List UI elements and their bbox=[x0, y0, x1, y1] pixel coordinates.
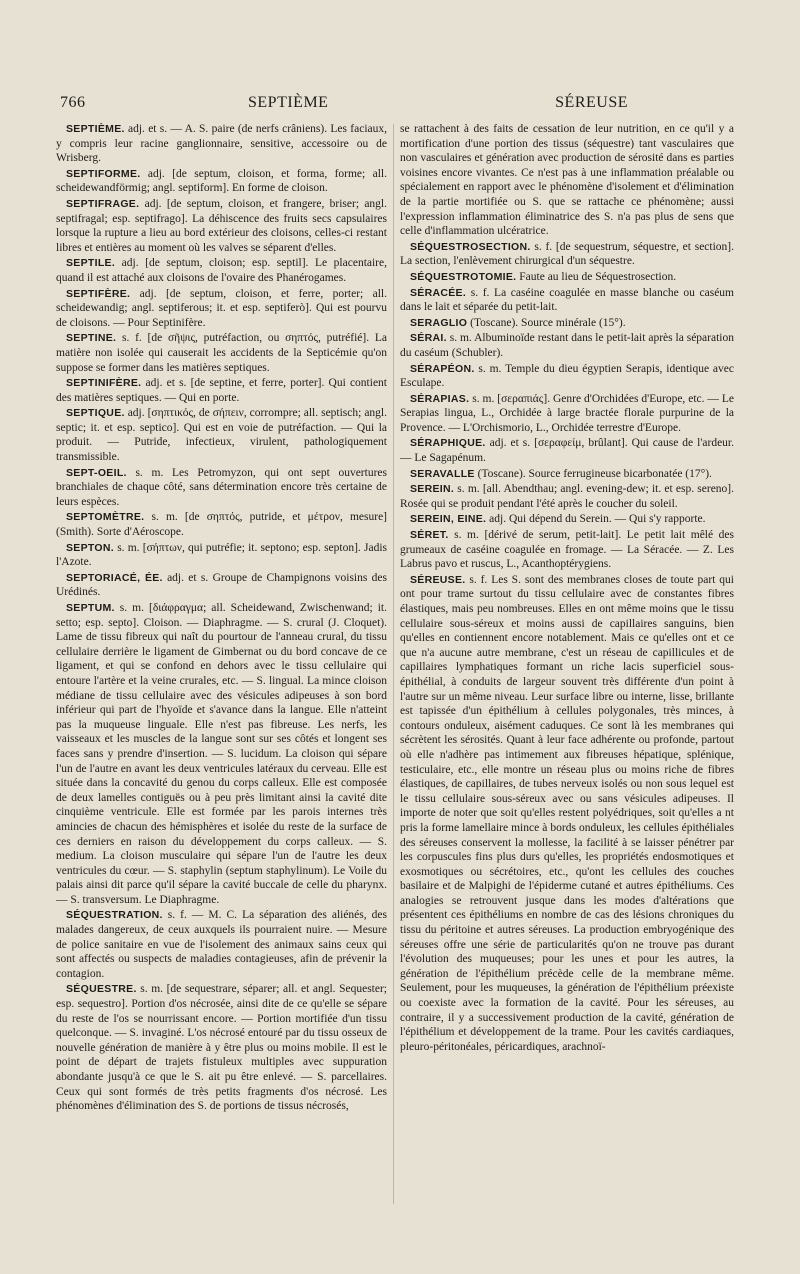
entry-headword: SEPTIFÈRE. bbox=[66, 287, 131, 300]
dictionary-entry bbox=[400, 467, 734, 482]
entry-headword: SÉQUESTRE. bbox=[66, 983, 137, 996]
dictionary-entry bbox=[56, 287, 387, 331]
entry-headword: SEPTINIFÈRE. bbox=[66, 377, 142, 390]
entry-headword: SÉRAI. bbox=[410, 332, 447, 345]
entry-headword: SEREIN. bbox=[410, 483, 455, 496]
entry-definition: s. m. [σεραπιάς]. Genre d'Orchidées d'Europe, etc. — Le Serapias lingua, L., Orchidée à large bractée florale purpurine de la Provence. — L'Orchismorio, L., Orchidée terrestre d'Europe. bbox=[400, 392, 734, 434]
entry-headword: SEPTIÈME. bbox=[66, 123, 125, 135]
entry-headword: SEPTON. bbox=[66, 541, 115, 554]
dictionary-entry bbox=[400, 528, 734, 572]
entry-definition: adj. et s. [de septine, et ferre, porter]. Qui contient des matières septiques. — Qui en porte. bbox=[56, 377, 387, 404]
dictionary-entry bbox=[56, 376, 387, 405]
right-running-head: SÉREUSE bbox=[555, 94, 628, 111]
entry-definition: s. f. La caséine coagulée en masse blanche ou caséum dans le lait et séparée du petit-lait. bbox=[400, 286, 734, 314]
dictionary-entry bbox=[56, 466, 387, 510]
entry-definition: s. m. [σήπτων, qui putréfie; it. septono; esp. septon]. Jadis l'Azote. bbox=[56, 541, 387, 569]
entry-headword: SEREIN, EINE. bbox=[410, 513, 487, 526]
page-number: 766 bbox=[60, 94, 86, 111]
entry-definition: s. m. [διάφραγμα; all. Scheidewand, Zwischenwand; it. setto; esp. septo]. Cloison. — Diaphragme. — S. crural (J. Cloquet). Lame de tissu fibreux qui naît du pourtour de l'anneau crural, du tissu cellulaire derrière le ligament de Gimbernat ou du bord concave de ce ligament, et qui se confond en dehors avec le tissu cellulaire qui entoure l'artère et la veine crurales, etc. — S. lingual. La mince cloison médiane de tissu cellulaire avec des vésicules adipeuses à son bord inférieur qui part de l'hyoïde et s'avance dans la langue. Elle n'atteint pas la muqueuse linguale. Elle n'est pas fibreuse. Les nerfs, les vaisseaux et les muscles de la langue sont sur ses côtés et longent ses faces sans y prendre d'insertion. — S. lucidum. La cloison qui sépare l'un de l'autre en avant les deux ventricules latéraux du cerveau. Elle est située dans la concavité du genou du corps calleux. Elle est composée de deux lamelles contiguës ou à peu près limitant ainsi la cavité dite cinquième ventricule. Elle est formée par les parois internes très amincies de chacun des hémisphères et isolée du reste de la surface de ces derniers en raison du développement du corps calleux. — S. medium. La cloison musculaire qui sépare l'un de l'autre les deux ventricules du cœur. — S. staphylin (septum staphylinum). Le Voile du palais ainsi dit parce qu'il sépare la cavité buccale de celle du pharynx. — S. transversum. Le Diaphragme. bbox=[56, 602, 387, 906]
entry-definition: s. m. Les Petromyzon, qui ont sept ouvertures branchiales de chaque côté, sans détermination encore très certaine de leurs espèces. bbox=[56, 466, 387, 508]
entry-headword: SEPTIFRAGE. bbox=[66, 197, 140, 210]
entry-headword: SÉRACÉE. bbox=[410, 286, 467, 299]
entry-definition: adj. [de septum, cloison, et ferre, porter; all. scheidewandig; angl. septiferous; it. et esp. septiferò]. Qui est pourvu de cloisons. — Pour Septinifère. bbox=[56, 287, 387, 329]
entry-definition: s. m. Albuminoïde restant dans le petit-lait après la séparation du caséum (Schubler). bbox=[400, 332, 734, 359]
entry-headword: SÉRAPÉON. bbox=[410, 362, 475, 375]
dictionary-entry bbox=[56, 197, 387, 255]
entry-headword: SEPTUM. bbox=[66, 602, 115, 614]
dictionary-entry bbox=[400, 436, 734, 465]
entry-headword: SEPTOMÈTRE. bbox=[66, 511, 145, 524]
dictionary-entry bbox=[56, 541, 387, 570]
dictionary-entry bbox=[400, 392, 734, 436]
entry-definition: s. m. [dérivé de serum, petit-lait]. Le petit lait mêlé des grumeaux de caséine coagulée en fromage. — La Séracée. — Z. Les Labrus pavo et ruscus, L., Acanthoptérygiens. bbox=[400, 529, 734, 571]
dictionary-entry bbox=[56, 601, 387, 907]
dictionary-entry bbox=[56, 510, 387, 539]
left-column bbox=[56, 122, 387, 1212]
entry-headword: SEPTIFORME. bbox=[66, 167, 141, 180]
entry-definition: adj. Qui dépend du Serein. — Qui s'y rapporte. bbox=[486, 513, 706, 526]
entry-definition: adj. [de septum, cloison, et forma, forme; all. scheidewandförmig; angl. septiform]. En forme de cloison. bbox=[56, 167, 387, 195]
dictionary-entry bbox=[56, 908, 387, 981]
dictionary-entry bbox=[400, 512, 734, 527]
entry-headword: SÉRAPHIQUE. bbox=[410, 437, 486, 450]
dictionary-entry bbox=[56, 982, 387, 1113]
entry-definition: s. m. [all. Abendthau; angl. evening-dew; it. et esp. sereno]. Rosée qui se produit pendant l'été après le coucher du soleil. bbox=[400, 483, 734, 510]
entry-definition: s. m. Temple du dieu égyptien Serapis, identique avec Esculape. bbox=[400, 362, 734, 390]
dictionary-entry bbox=[400, 331, 734, 360]
entry-headword: SERAVALLE bbox=[410, 467, 475, 480]
dictionary-entry bbox=[56, 122, 387, 166]
dictionary-entry bbox=[56, 331, 387, 375]
entry-headword: SÉQUESTROTOMIE. bbox=[410, 270, 517, 283]
dictionary-entry bbox=[400, 482, 734, 511]
column-divider bbox=[393, 124, 394, 1204]
left-running-head: SEPTIÈME bbox=[248, 94, 329, 111]
entry-headword: SEPT-OEIL. bbox=[66, 466, 127, 479]
entry-definition: adj. [σηπτικός, de σήπειν, corrompre; all. septisch; angl. septic; it. et esp. septico]. Qui est en voie de putréfaction. — Qui la produit. — Putride, infectieux, virulent, pathologiquement transmissible. bbox=[56, 407, 387, 464]
entry-headword: SEPTILE. bbox=[66, 257, 116, 270]
entry-definition: s. f. Les S. sont des membranes closes de toute part qui ont pour trame surtout du tissu cellulaire avec de constantes fibres élastiques, mais peu nombreuses. Elles en ont même moins que le tissu cellulaire sous-séreux et moins aussi de capillaires sanguins, bien qu'elles en contiennent encore notablement. Mais ce qu'elles ont et ce que n'a aucune autre membrane, c'est un réseau de capillicules et de capillaires lymphatiques formant un riche lacis superficiel sous-épithélial, à conduits de largeur souvent très différente d'un point à l'autre sur un même niveau. Leur surface libre ou interne, lisse, brillante est tapissée d'un épithélium à cellules polygonales, très minces, à contours onduleux, aisément caduques. Ce sont là les membranes qui sécrètent les sérosités. Quant à leur face adhérente ou profonde, partout où elle n'adhère pas intimement aux fibreuses hépatique, splénique, testiculaire, etc., elle montre un réseau plus ou moins riche de fibres élastiques, de capillaires, de tubes nerveux isolés ou non sous lequel est le tissu cellulaire sous-séreux avec ou sans vésicules adipeuses. Il importe de noter que soit qu'elles restent polyédriques, soit qu'elles a nt pris la forme lamellaire mince à bords onduleux, les cellules épithéliales des séreuses conservent la mollesse, la facilité à se laisser pénétrer par les corpuscules fins plus durs qu'elles, les propriétés endosmotiques et exosmotiques ou sécrétoires, etc., qu'ont les cellules des couches basilaire et de Malpighi de l'épiderme cutané et autres épithéliums. Ces analogies se retrouvent jusque dans les modes d'altérations que présentent ces épithéliums en nombre de cas des lésions chroniques du tissu du péritoine et autres séreuses. La production embryogénique des séreuses offre une série de particularités qu'on ne trouve pas durant l'évolution des muqueuses; pour les unes et pour les autres, la génération de l'épithélium précède celle de la membrane même. Seulement, pour les muqueuses, la génération de l'épithélium préexiste ou coexiste avec la formation de la cavité. Pour les séreuses, au contraire, il y a successivement production de la cavité, génération de l'épithélium et développement de la trame. Pour les cavités cardiaques, pleuro-péritonéales, péricardiques, arachnoï- bbox=[400, 573, 734, 1053]
dictionary-entry bbox=[56, 406, 387, 464]
dictionary-entry bbox=[400, 240, 734, 269]
entry-definition: se rattachent à des faits de cessation de leur nutrition, en ce qu'il y a mortification d'une portion des tissus (séquestre) tant vasculaires que non vasculaires et génération avec production de sérosité dans es parties voisines encore vivantes. Ce n'est pas à une inflammation préalable ou spécialement en rapport avec le phénomène d'isolement et d'élimination de la partie mortifiée ou S. que se rattache ce phénomène; aussi l'expression inflammation éliminatrice des S. n'a pas plus de sens que celle d'inflammation ulcératrice. bbox=[400, 123, 734, 238]
entry-definition: s. f. [de σῆψις, putréfaction, ou σηπτός, putréfié]. La matière non isolée qui causerait les accidents de la Septicémie qu'on suppose se former dans les matières septiques. bbox=[56, 332, 387, 374]
entry-definition: adj. et s. — A. S. paire (de nerfs crâniens). Les faciaux, y compris leur racine ganglionnaire, sensitive, accessoire ou de Wrisberg. bbox=[56, 123, 387, 165]
entry-headword: SEPTIQUE. bbox=[66, 407, 125, 420]
entry-definition: adj. [de septum, cloison; esp. septil]. Le placentaire, quand il est attaché aux cloisons de l'ovaire des Phanérogames. bbox=[56, 257, 387, 284]
entry-headword: SÉQUESTRATION. bbox=[66, 909, 163, 922]
entry-definition: s. m. [de sequestrare, séparer; all. et angl. Sequester; esp. sequestro]. Portion d'os nécrosée, ainsi dite de ce qu'elle se sépare du reste de l'os se nourrissant encore. — Portion mortifiée d'un tissu quelconque. — S. invaginé. L'os nécrosé entouré par du tissu osseux de nouvelle génération de manière à y être plus ou moins mobile. Il est le point de départ de trajets fistuleux multiples avec suppuration abondante jusqu'à ce que le S. ait pu être enlevé. — S. parcellaires. Ceux qui sont formés de très petits fragments d'os nécrosé. Les phénomènes d'élimination des S. de portions de tissus nécrosés, bbox=[56, 983, 387, 1113]
dictionary-entry bbox=[400, 286, 734, 315]
entry-definition: Faute au lieu de Séquestrosection. bbox=[516, 270, 677, 283]
entry-headword: SÉQUESTROSECTION. bbox=[410, 240, 531, 253]
entry-definition: (Toscane). Source minérale (15°). bbox=[467, 316, 626, 329]
dictionary-entry bbox=[56, 167, 387, 196]
entry-definition: s. m. [de σηπτός, putride, et μέτρον, mesure] (Smith). Sorte d'Aéroscope. bbox=[56, 511, 387, 539]
dictionary-entry bbox=[56, 571, 387, 600]
entry-headword: SERAGLIO bbox=[410, 316, 468, 329]
entry-definition: s. f. — M. C. La séparation des aliénés, des malades dangereux, de ceux auxquels ils pourraient nuire. — Mesure de police sanitaire en vue de l'isolement des animaux sains ceux qui sont affectés ou suspects de maladies contagieuses, afin de prévenir la contagion. bbox=[56, 909, 387, 980]
entry-definition: adj. [de septum, cloison, et frangere, briser; angl. septifragal; esp. septifrago]. La déhiscence des fruits secs capsulaires lorsque la rupture a lieu au bord extérieur des cloisons, celles-ci restant libres et entières au moment où les valves se séparent d'elles. bbox=[56, 197, 387, 254]
entry-headword: SÉRET. bbox=[410, 529, 449, 542]
dictionary-entry bbox=[400, 270, 734, 285]
entry-definition: (Toscane). Source ferrugineuse bicarbonatée (17°). bbox=[474, 467, 712, 480]
entry-headword: SÉREUSE. bbox=[410, 573, 466, 586]
dictionary-entry bbox=[400, 362, 734, 391]
entry-headword: SEPTINE. bbox=[66, 332, 117, 345]
right-column bbox=[400, 122, 734, 1212]
entry-definition: s. f. [de sequestrum, séquestre, et section]. La section, l'enlèvement chirurgical d'un séquestre. bbox=[400, 240, 734, 268]
entry-definition: adj. et s. Groupe de Champignons voisins des Urédinés. bbox=[56, 571, 387, 599]
dictionary-entry bbox=[56, 256, 387, 285]
entry-definition: adj. et s. [σεραφείμ, brûlant]. Qui cause de l'ardeur. — Le Sagapénum. bbox=[400, 437, 734, 465]
dictionary-entry bbox=[400, 573, 734, 1055]
dictionary-entry bbox=[400, 122, 734, 239]
page-header bbox=[56, 94, 768, 116]
entry-headword: SÉRAPIAS. bbox=[410, 392, 470, 405]
entry-headword: SEPTORIACÉ, ÉE. bbox=[66, 571, 163, 584]
dictionary-entry bbox=[400, 316, 734, 331]
